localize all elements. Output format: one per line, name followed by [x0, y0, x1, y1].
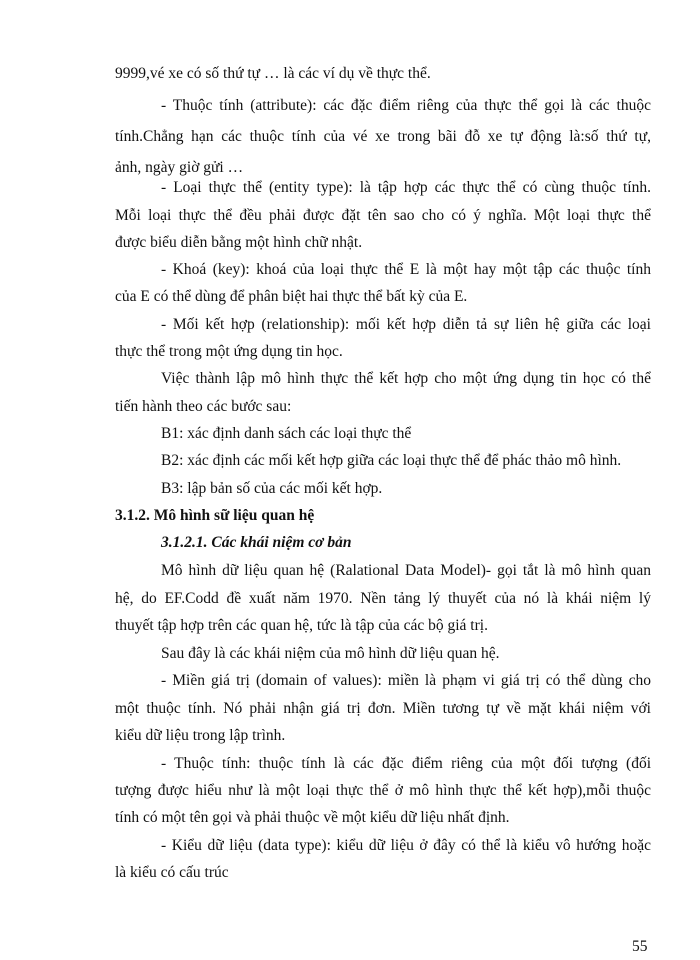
paragraph-line: tiến hành theo các bước sau: — [115, 398, 292, 415]
paragraph-line: tính có một tên gọi và phải thuộc về một kiểu dữ liệu nhất định. — [115, 809, 510, 826]
paragraph-line: - Kiểu dữ liệu (data type): kiểu dữ liệu ở đây có thể là kiểu vô hướng hoặc — [161, 837, 651, 854]
paragraph-line: thực thể trong một ứng dụng tin học. — [115, 343, 343, 360]
paragraph-line: thuyết tập hợp trên các quan hệ, tức là tập của các bộ giá trị. — [115, 617, 488, 634]
paragraph-line: - Miền giá trị (domain of values): miền là phạm vi giá trị có thể dùng cho — [161, 672, 651, 689]
paragraph-line: - Thuộc tính (attribute): các đặc điểm riêng của thực thể gọi là các thuộc — [161, 97, 651, 114]
paragraph-line: tính.Chẳng hạn các thuộc tính của vé xe trong bãi đỗ xe tự động là:số thứ tự, — [115, 128, 651, 145]
step-line: B1: xác định danh sách các loại thực thể — [161, 425, 412, 442]
paragraph-line: - Loại thực thể (entity type): là tập hợp các thực thể có cùng thuộc tính. — [161, 179, 651, 196]
step-line: B3: lập bản số của các mối kết hợp. — [161, 480, 383, 497]
paragraph-line: kiểu dữ liệu trong lập trình. — [115, 727, 286, 744]
step-line: B2: xác định các mối kết hợp giữa các loại thực thể để phác thảo mô hình. — [161, 452, 622, 469]
paragraph-line: một thuộc tính. Nó phải nhận giá trị đơn. Miền tương tự về mặt khái niệm với — [115, 700, 651, 717]
section-heading: 3.1.2. Mô hình sữ liệu quan hệ — [115, 507, 315, 524]
paragraph-line: Mỗi loại thực thể đều phải được đặt tên sao cho có ý nghĩa. Một loại thực thể — [115, 207, 651, 224]
paragraph-line: được biểu diễn bằng một hình chữ nhật. — [115, 234, 363, 251]
paragraph-line: là kiểu có cấu trúc — [115, 864, 229, 881]
page-number: 55 — [632, 938, 648, 955]
paragraph-line: Việc thành lập mô hình thực thể kết hợp cho một ứng dụng tin học có thể — [161, 370, 651, 387]
paragraph-line: - Thuộc tính: thuộc tính là các đặc điểm riêng của một đối tượng (đối — [161, 755, 651, 772]
paragraph-line: Mô hình dữ liệu quan hệ (Ralational Data Model)- gọi tắt là mô hình quan — [161, 562, 651, 579]
subsection-heading: 3.1.2.1. Các khái niệm cơ bản — [161, 534, 352, 551]
paragraph-line: - Mối kết hợp (relationship): mối kết hợp diễn tả sự liên hệ giữa các loại — [161, 316, 651, 333]
paragraph-line: của E có thể dùng để phân biệt hai thực thể bất kỳ của E. — [115, 288, 468, 305]
paragraph-line: - Khoá (key): khoá của loại thực thể E là một hay một tập các thuộc tính — [161, 261, 651, 278]
paragraph-line: ảnh, ngày giờ gửi … — [115, 159, 244, 176]
paragraph-line: Sau đây là các khái niệm của mô hình dữ liệu quan hệ. — [161, 645, 500, 662]
text-line: 9999,vé xe có số thứ tự … là các ví dụ về thực thể. — [115, 65, 431, 82]
paragraph-line: tượng được hiểu như là một loại thực thể ở mô hình thực thể kết hợp),mỗi thuộc — [115, 782, 651, 799]
paragraph-line: hệ, do EF.Codd đề xuất năm 1970. Nền tảng lý thuyết của nó là khái niệm lý — [115, 590, 651, 607]
